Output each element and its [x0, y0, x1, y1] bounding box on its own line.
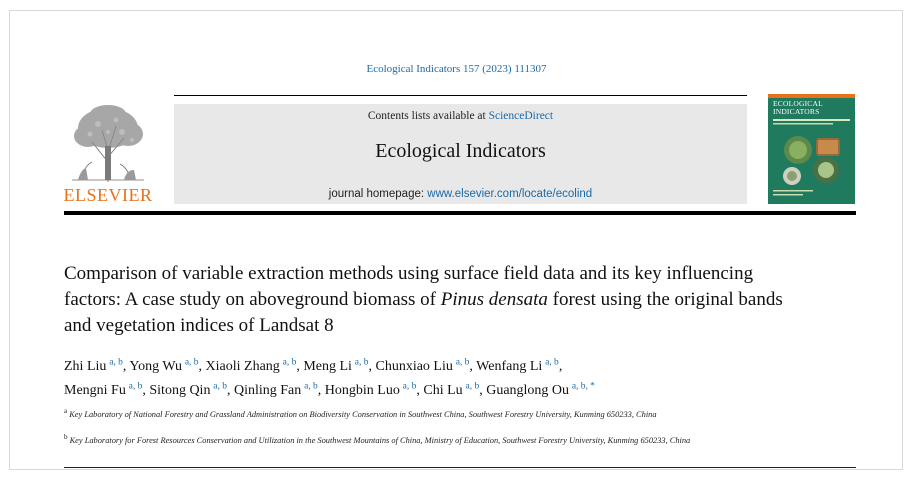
author-affiliation-marker[interactable]: a, b: [109, 357, 123, 367]
author-line-1: [64, 352, 784, 377]
author-affiliation-marker[interactable]: a, b: [354, 357, 369, 367]
author-separator: ,: [142, 383, 150, 399]
journal-banner: [174, 104, 747, 204]
elsevier-tree-icon: [62, 102, 154, 186]
author-affiliation-marker[interactable]: a, b: [402, 381, 417, 392]
author-name[interactable]: Chunxiao Liu: [375, 358, 453, 374]
author-separator: ,: [296, 358, 304, 374]
author-name[interactable]: Mengni Fu: [64, 383, 126, 399]
journal-cover[interactable]: [768, 94, 855, 204]
author-entry: [64, 383, 149, 398]
journal-homepage-link[interactable]: www.elsevier.com/locate/ecolind: [427, 188, 593, 200]
author-separator: ,: [198, 358, 206, 374]
journal-homepage-line: [174, 188, 747, 200]
author-line-2: [64, 377, 784, 402]
author-name[interactable]: Zhi Liu: [64, 358, 107, 374]
author-affiliation-marker[interactable]: a, b: [455, 357, 470, 367]
contents-line: [174, 110, 747, 122]
author-affiliation-marker[interactable]: a, b: [213, 381, 227, 392]
author-name[interactable]: Chi Lu: [423, 383, 463, 399]
journal-title: Ecological Indicators: [375, 140, 546, 162]
author-entry: [303, 359, 375, 374]
author-entry: [206, 359, 304, 374]
author-entry: [234, 383, 325, 398]
author-affiliation-marker[interactable]: a, b: [304, 381, 318, 392]
affiliation-a-text: Key Laboratory of National Forestry and Grassland Administration on Biodiversity Conservation in Southwest China, Southwest Forestry University, Kunming 650233, China: [69, 409, 657, 419]
author-name[interactable]: Sitong Qin: [149, 383, 211, 399]
affiliation-a: [64, 405, 764, 421]
author-entry: [149, 383, 234, 398]
author-entry: [476, 359, 562, 374]
article-title: [64, 261, 784, 339]
journal-citation[interactable]: Ecological Indicators 157 (2023) 111307: [366, 63, 547, 75]
author-list: [64, 352, 784, 401]
author-separator: ,: [226, 383, 234, 399]
publisher-name: ELSEVIER: [63, 185, 153, 205]
author-affiliation-marker[interactable]: a, b: [465, 381, 480, 392]
affiliation-a-marker: a: [64, 407, 68, 415]
author-separator: ,: [558, 358, 563, 374]
author-name[interactable]: Guanglong Ou: [486, 383, 570, 399]
affiliation-b-marker: b: [64, 433, 68, 441]
affiliation-b: [64, 431, 764, 447]
article-title-part2: forest using the original bands and vegetation indices of Landsat 8: [64, 289, 783, 336]
header-top-rule: [174, 95, 747, 96]
author-separator: ,: [122, 358, 130, 374]
author-separator: ,: [469, 358, 477, 374]
publisher-logo[interactable]: [62, 100, 154, 208]
author-separator: ,: [479, 383, 487, 399]
author-affiliation-marker[interactable]: a, b: [184, 357, 199, 367]
homepage-prefix: journal homepage:: [328, 188, 428, 200]
cover-title: ECOLOGICAL INDICATORS: [773, 99, 823, 116]
author-name[interactable]: Hongbin Luo: [324, 383, 400, 399]
author-entry: [375, 359, 476, 374]
journal-cover-image-icon: [768, 94, 855, 204]
author-affiliation-marker[interactable]: a, b: [545, 357, 559, 367]
contents-prefix: Contents lists available at: [367, 110, 489, 122]
author-affiliation-marker[interactable]: a, b: [128, 381, 143, 392]
author-entry: [129, 359, 205, 374]
article-title-species: Pinus densata: [440, 289, 548, 310]
author-separator: ,: [368, 358, 376, 374]
author-separator: ,: [317, 383, 325, 399]
sciencedirect-link[interactable]: ScienceDirect: [488, 110, 554, 122]
author-name[interactable]: Yong Wu: [129, 358, 183, 374]
footer-rule: [64, 467, 856, 468]
article-title-part1: Comparison of variable extraction methods using surface field data and its key influencing factors: A case study on aboveground biomass of: [64, 263, 754, 310]
author-entry: [423, 383, 486, 398]
author-affiliation-marker[interactable]: a, b, *: [571, 381, 596, 392]
author-name[interactable]: Meng Li: [303, 358, 352, 374]
author-entry: [325, 383, 424, 398]
author-name[interactable]: Wenfang Li: [476, 358, 543, 374]
header-thick-rule: [64, 211, 856, 215]
author-entry: [64, 359, 129, 374]
author-separator: ,: [416, 383, 424, 399]
author-entry: [486, 383, 595, 398]
author-name[interactable]: Xiaoli Zhang: [205, 358, 280, 374]
author-name[interactable]: Qinling Fan: [233, 383, 302, 399]
author-affiliation-marker[interactable]: a, b: [282, 357, 297, 367]
affiliation-b-text: Key Laboratory for Forest Resources Conservation and Utilization in the Southwest Mountains of China, Ministry of Education, Southwest Forestry University, Kunming 650233, China: [69, 435, 691, 445]
